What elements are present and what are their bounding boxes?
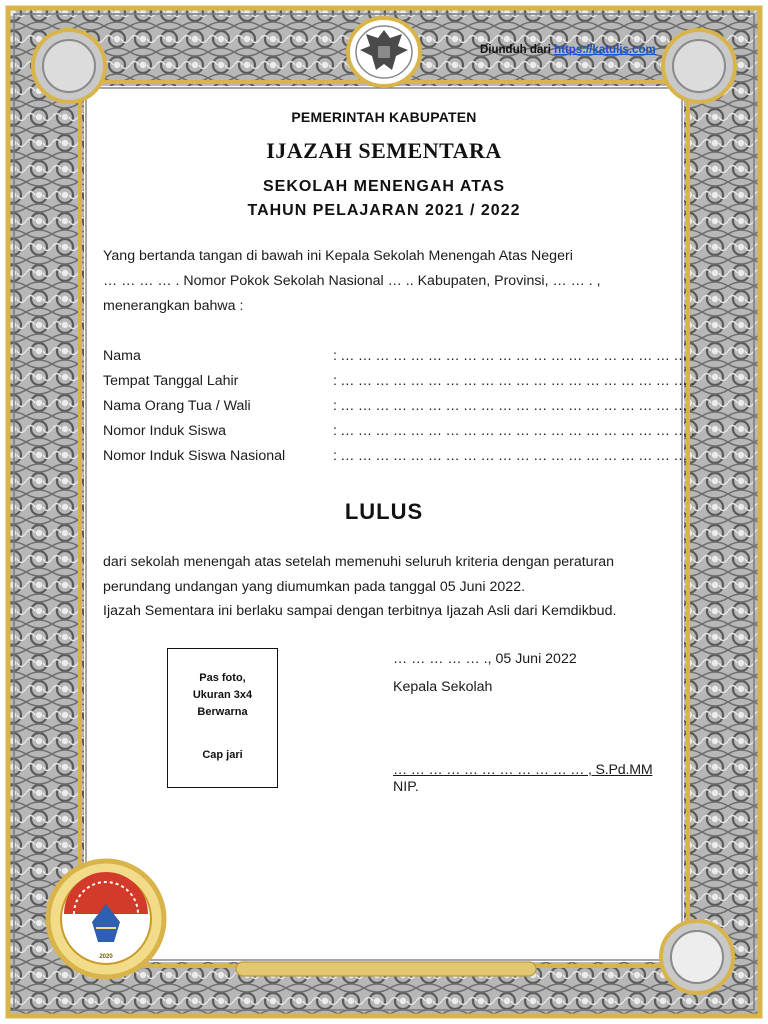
closing-line-1: dari sekolah menengah atas setelah memenuhi seluruh kriteria dengan peraturan <box>103 554 615 570</box>
field-label: Nama <box>103 348 141 364</box>
intro-line-3: menerangkan bahwa : <box>103 298 244 314</box>
intro-line-2: … … … … . Nomor Pokok Sekolah Nasional … .. Kabupaten, Provinsi, … … . , <box>103 273 601 289</box>
bottom-scroll-banner <box>236 962 536 976</box>
photo-placeholder-box <box>167 648 278 788</box>
download-note-prefix: Diunduh dari <box>480 44 555 56</box>
school-seal-icon <box>48 861 164 977</box>
signature-name: … … … … … … … … … … … , S.Pd.MM <box>393 762 653 778</box>
field-row-birth <box>103 373 695 398</box>
student-fields <box>103 348 695 473</box>
signature-nip: NIP. <box>393 779 419 795</box>
result-heading: LULUS <box>344 499 424 524</box>
download-link[interactable]: https://katulis.com <box>554 44 656 56</box>
field-value: : … … … … … … … … … … … … … … … … … … … … . <box>333 423 695 439</box>
intro-line-1: Yang bertanda tangan di bawah ini Kepala Sekolah Menengah Atas Negeri <box>103 248 573 264</box>
photo-caption-line-3: Berwarna <box>197 706 248 718</box>
field-label: Nomor Induk Siswa Nasional <box>103 448 286 464</box>
field-row-national-number <box>103 448 695 473</box>
photo-caption-line-1: Pas foto, <box>199 672 246 684</box>
field-row-student-number <box>103 423 695 448</box>
certificate-title: IJAZAH SEMENTARA <box>266 138 502 163</box>
field-row-name <box>103 348 695 373</box>
fingerprint-caption: Cap jari <box>202 749 243 761</box>
field-value: : … … … … … … … … … … … … … … … … … … … … . <box>333 373 695 389</box>
signature-place-date: … … … … … ., 05 Juni 2022 <box>393 651 577 667</box>
school-level-heading: SEKOLAH MENENGAH ATAS <box>262 178 506 195</box>
download-note <box>480 44 656 56</box>
closing-line-3: Ijazah Sementara ini berlaku sampai dengan terbitnya Ijazah Asli dari Kemdikbud. <box>103 603 617 619</box>
corner-medallion-bottom-right <box>661 921 733 993</box>
corner-medallion-top-left <box>33 30 105 102</box>
garuda-emblem-icon <box>348 18 420 86</box>
field-label: Tempat Tanggal Lahir <box>103 373 239 389</box>
closing-line-2: perundang undangan yang diumumkan pada tanggal 05 Juni 2022. <box>103 579 526 595</box>
field-value: : … … … … … … … … … … … … … … … … … … … … . <box>333 348 695 364</box>
field-value: : … … … … … … … … … … … … … … … … … … … … . <box>333 448 695 464</box>
field-label: Nomor Induk Siswa <box>103 423 227 439</box>
academic-year-heading: TAHUN PELAJARAN 2021 / 2022 <box>247 202 521 219</box>
photo-caption-line-2: Ukuran 3x4 <box>192 689 253 701</box>
signature-role: Kepala Sekolah <box>393 679 493 695</box>
field-value: : … … … … … … … … … … … … … … … … … … … … . <box>333 398 695 414</box>
field-row-parent <box>103 398 695 423</box>
corner-medallion-top-right <box>663 30 735 102</box>
svg-text:2020: 2020 <box>99 954 113 960</box>
government-heading: PEMERINTAH KABUPATEN <box>291 109 477 125</box>
field-label: Nama Orang Tua / Wali <box>103 398 251 414</box>
